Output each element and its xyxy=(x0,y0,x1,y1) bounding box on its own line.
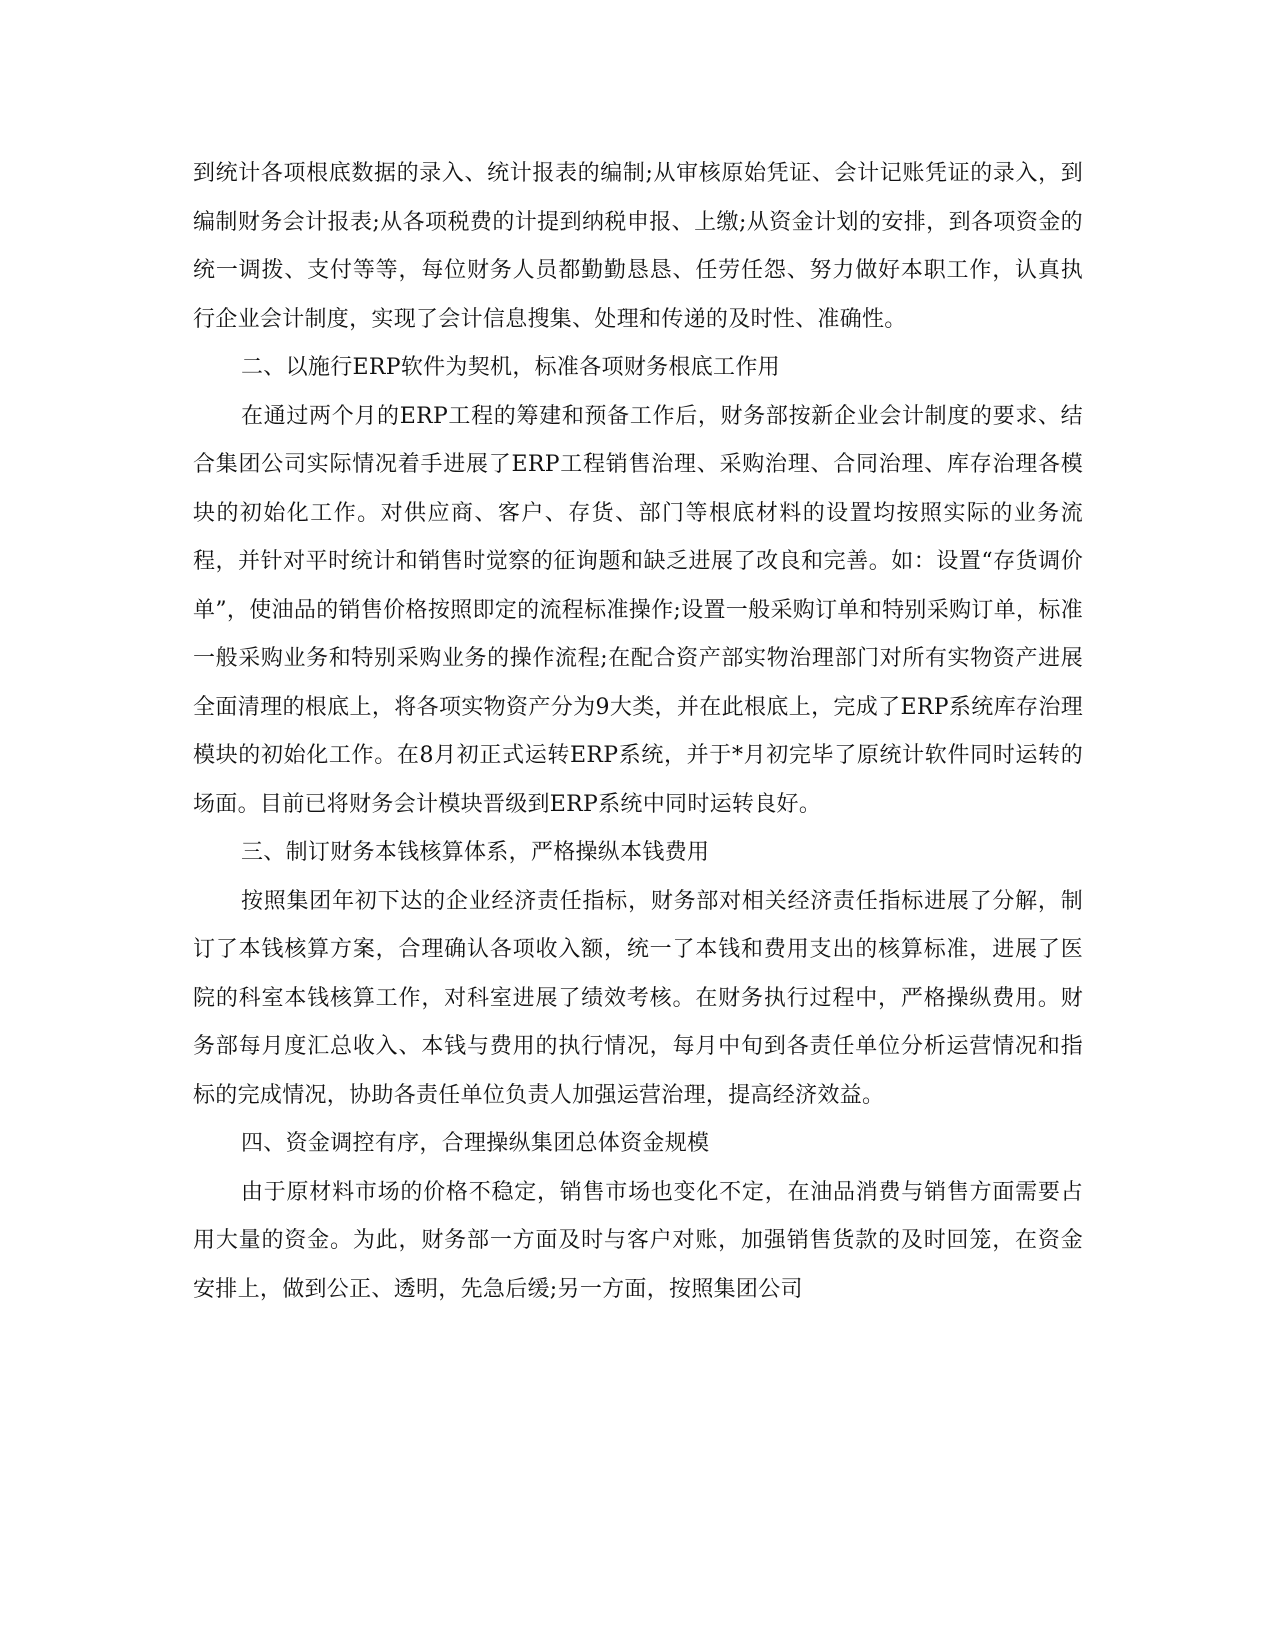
section-heading-3: 三、制订财务本钱核算体系，严格操纵本钱费用 xyxy=(241,840,710,865)
document-body xyxy=(193,150,1083,1314)
section-heading-2: 二、以施行ERP软件为契机，标准各项财务根底工作用 xyxy=(241,355,780,380)
paragraph-cost: 按照集团年初下达的企业经济责任指标，财务部对相关经济责任指标进展了分解，制订了本钱核算方案，合理确认各项收入额，统一了本钱和费用支出的核算标准，进展了医院的科室本钱核算工作，对科室进展了绩效考核。在财务执行过程中，严格操纵费用。财务部每月度汇总收入、本钱与费用的执行情况，每月中旬到各责任单位分析运营情况和指标的完成情况，协助各责任单位负责人加强运营治理，提高经济效益。 xyxy=(193,888,1083,1108)
section-heading-4: 四、资金调控有序，合理操纵集团总体资金规模 xyxy=(241,1131,710,1156)
paragraph-erp: 在通过两个月的ERP工程的筹建和预备工作后，财务部按新企业会计制度的要求、结合集团公司实际情况着手进展了ERP工程销售治理、采购治理、合同治理、库存治理各模块的初始化工作。对供应商、客户、存货、部门等根底材料的设置均按照实际的业务流程，并针对平时统计和销售时觉察的征询题和缺乏进展了改良和完善。如：设置“存货调价单”，使油品的销售价格按照即定的流程标准操作;设置一般采购订单和特别采购订单，标准一般采购业务和特别采购业务的操作流程;在配合资产部实物治理部门对所有实物资产进展全面清理的根底上，将各项实物资产分为9大类，并在此根底上，完成了ERP系统库存治理模块的初始化工作。在8月初正式运转ERP系统，并于*月初完毕了原统计软件同时运转的场面。目前已将财务会计模块晋级到ERP系统中同时运转良好。 xyxy=(193,403,1083,817)
paragraph-funds: 由于原材料市场的价格不稳定，销售市场也变化不定，在油品消费与销售方面需要占用大量的资金。为此，财务部一方面及时与客户对账，加强销售货款的及时回笼，在资金安排上，做到公正、透明，先急后缓;另一方面，按照集团公司 xyxy=(193,1179,1083,1302)
paragraph-1: 到统计各项根底数据的录入、统计报表的编制;从审核原始凭证、会计记账凭证的录入，到编制财务会计报表;从各项税费的计提到纳税申报、上缴;从资金计划的安排，到各项资金的统一调拨、支付等等，每位财务人员都勤勤恳恳、任劳任怨、努力做好本职工作，认真执行企业会计制度，实现了会计信息搜集、处理和传递的及时性、准确性。 xyxy=(193,161,1083,332)
